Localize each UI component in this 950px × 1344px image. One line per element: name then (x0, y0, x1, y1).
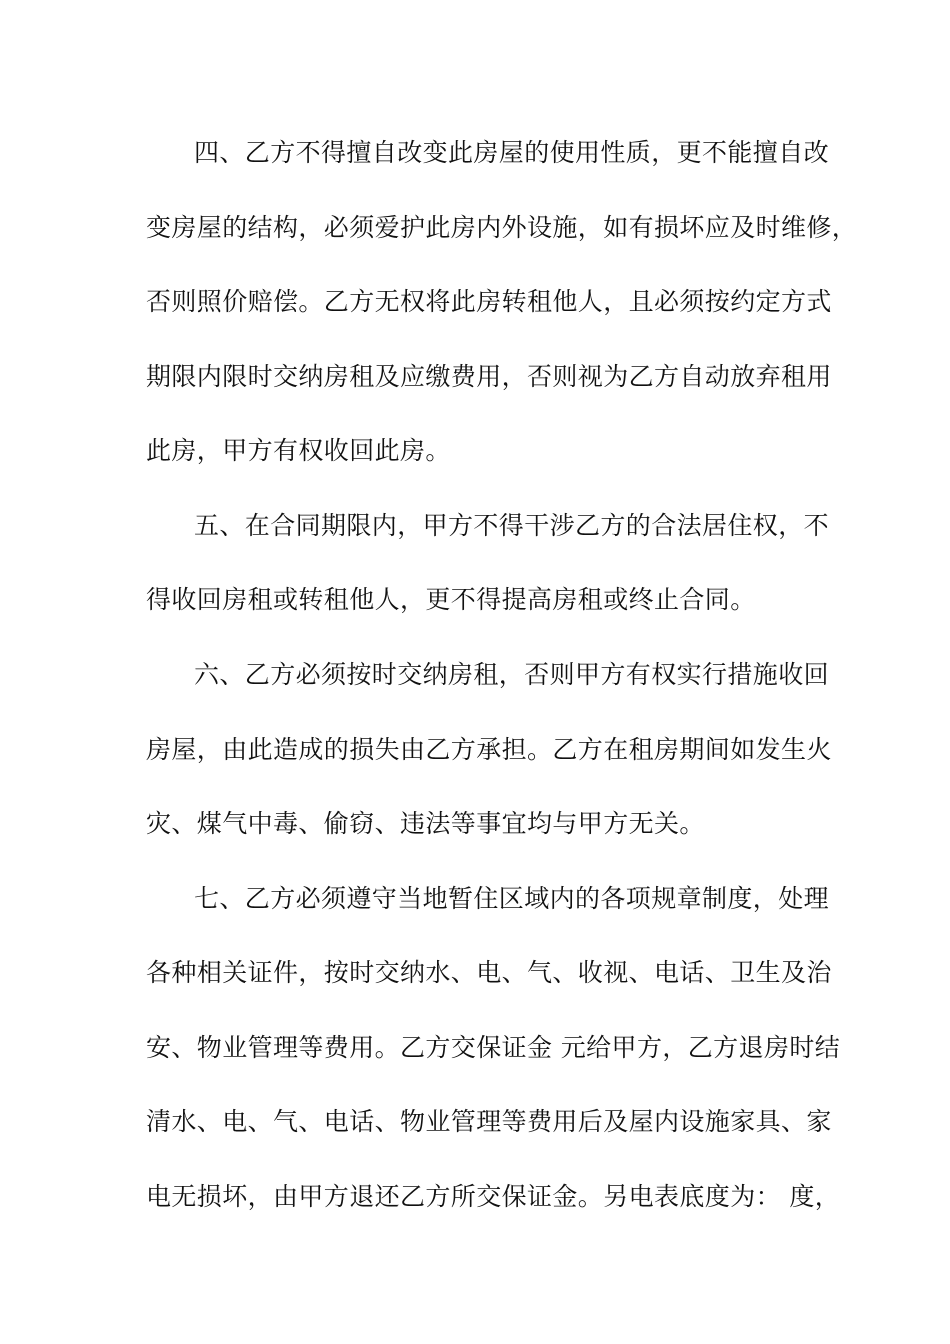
clause-4-line-4: 期限内限时交纳房租及应缴费用，否则视为乙方自动放弃租用 (146, 362, 832, 391)
clause-4-line-5: 此房，甲方有权收回此房。 (146, 436, 451, 465)
clause-5-line-2: 得收回房租或转租他人，更不得提高房租或终止合同。 (146, 585, 756, 614)
clause-7-line-4: 清水、电、气、电话、物业管理等费用后及屋内设施家具、家 (146, 1107, 832, 1136)
clause-6-line-2: 房屋，由此造成的损失由乙方承担。乙方在租房期间如发生火 (146, 735, 832, 764)
clause-7-line-1: 七、乙方必须遵守当地暂住区域内的各项规章制度，处理 (194, 884, 830, 913)
clause-4-line-2: 变房屋的结构，必须爱护此房内外设施，如有损坏应及时维修， (146, 213, 858, 242)
clause-4-line-3: 否则照价赔偿。乙方无权将此房转租他人，且必须按约定方式 (146, 287, 832, 316)
clause-7-line-5: 电无损坏，由甲方退还乙方所交保证金。另电表底度为： 度， (146, 1182, 841, 1211)
clause-4-line-1: 四、乙方不得擅自改变此房屋的使用性质，更不能擅自改 (194, 138, 830, 167)
clause-5-line-1: 五、在合同期限内，甲方不得干涉乙方的合法居住权，不 (194, 511, 830, 540)
clause-7-line-3: 安、物业管理等费用。乙方交保证金 元给甲方，乙方退房时结 (146, 1033, 841, 1062)
clause-6-line-3: 灾、煤气中毒、偷窃、违法等事宜均与甲方无关。 (146, 809, 705, 838)
clause-7-line-2: 各种相关证件，按时交纳水、电、气、收视、电话、卫生及治 (146, 958, 832, 987)
clause-6-line-1: 六、乙方必须按时交纳房租，否则甲方有权实行措施收回 (194, 660, 830, 689)
